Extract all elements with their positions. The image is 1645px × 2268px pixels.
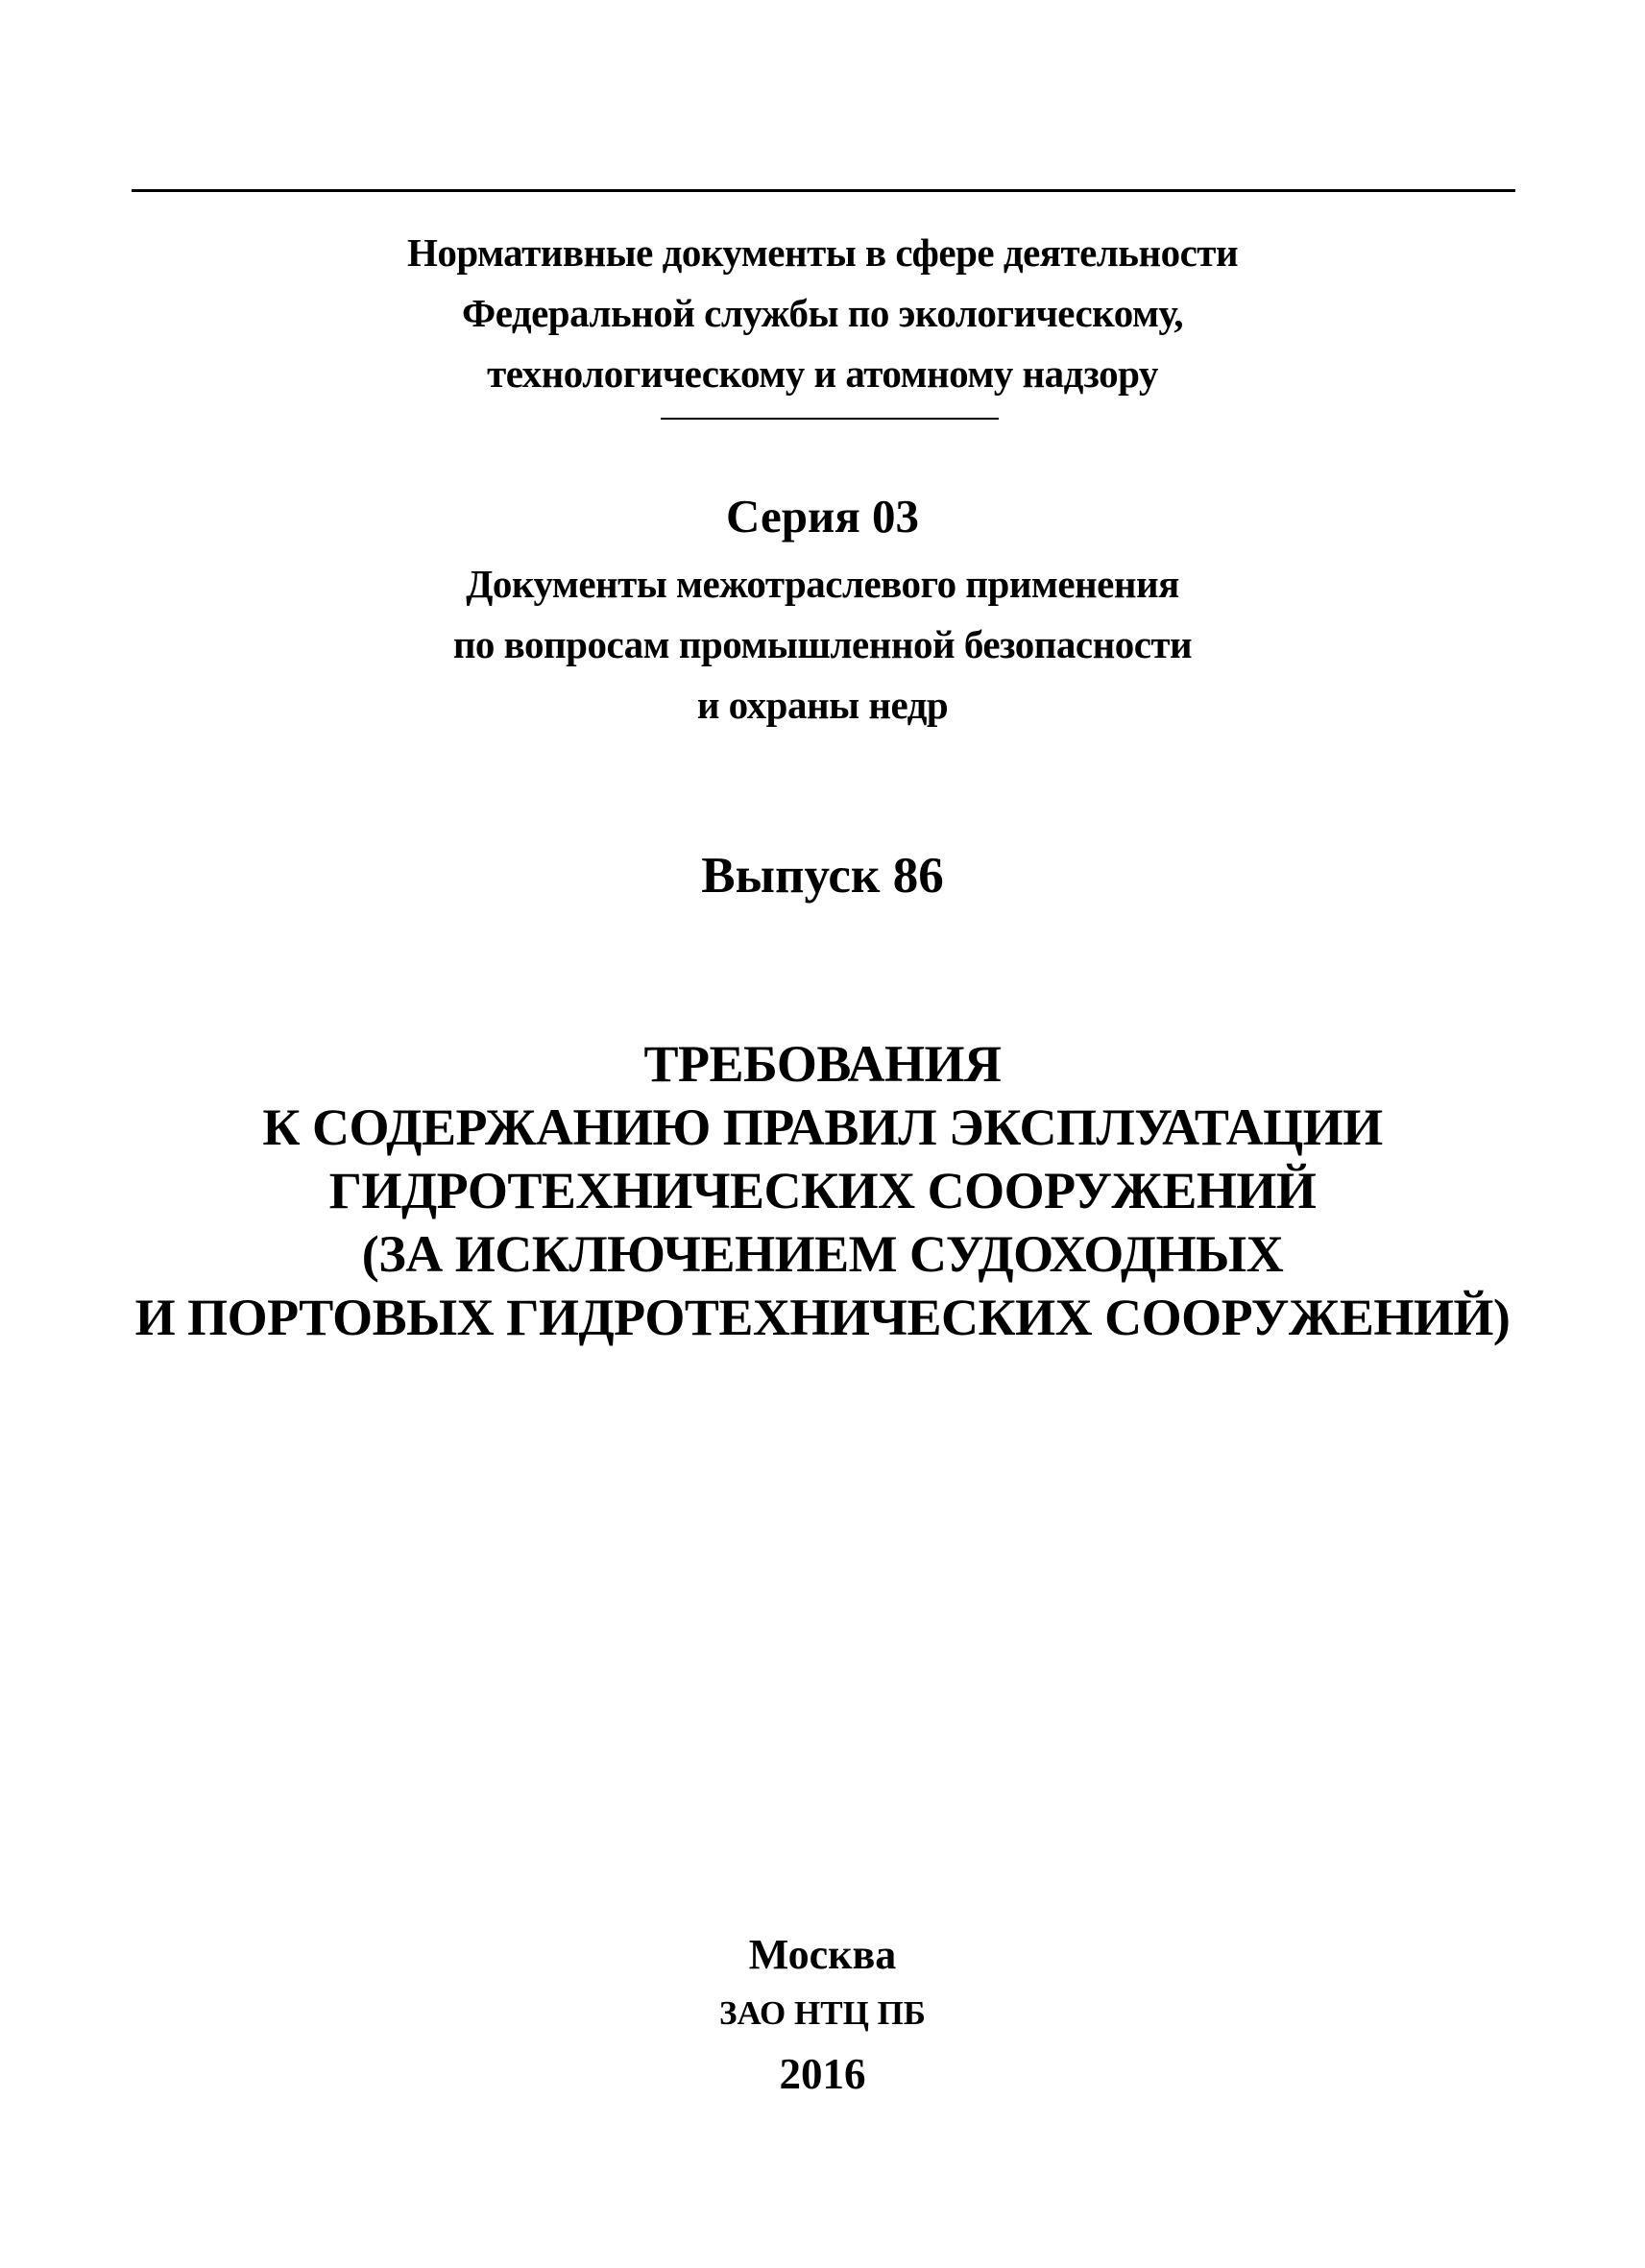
header-line-1: Нормативные документы в сфере деятельности: [406, 230, 1239, 275]
series-title: [0, 483, 1645, 550]
document-title-line-4: (ЗА ИСКЛЮЧЕНИЕМ СУДОХОДНЫХ: [361, 1225, 1284, 1283]
issue-number: [0, 839, 1645, 912]
imprint-publisher: [0, 1988, 1645, 2039]
series-description-line-1: Документы межотраслевого применения: [466, 562, 1179, 606]
document-title-line-5: И ПОРТОВЫХ ГИДРОТЕХНИЧЕСКИХ СООРУЖЕНИЙ): [134, 1289, 1511, 1346]
imprint-city-text: Москва: [748, 1931, 897, 1978]
top-divider: [132, 189, 1515, 192]
imprint-year-text: 2016: [779, 2050, 866, 2098]
header-line-3: технологическому и атомному надзору: [487, 351, 1158, 396]
series-title-text: Серия 03: [726, 490, 919, 543]
header-divider: [661, 418, 999, 420]
header-line-2: Федеральной службы по экологическому,: [461, 291, 1184, 335]
document-title-line-1: ТРЕБОВАНИЯ: [643, 1035, 1002, 1093]
document-title-line-2: К СОДЕРЖАНИЮ ПРАВИЛ ЭКСПЛУАТАЦИИ: [262, 1098, 1383, 1156]
imprint-publisher-text: ЗАО НТЦ ПБ: [719, 1994, 926, 2032]
issue-number-text: Выпуск 86: [701, 848, 944, 904]
series-description: [0, 554, 1645, 736]
imprint-year: [0, 2043, 1645, 2105]
series-description-line-3: и охраны недр: [696, 683, 949, 727]
series-description-line-2: по вопросам промышленной безопасности: [452, 622, 1193, 666]
document-title-line-3: ГИДРОТЕХНИЧЕСКИХ СООРУЖЕНИЙ: [328, 1162, 1317, 1219]
regulatory-header: [0, 223, 1645, 404]
document-title: [0, 1032, 1645, 1349]
imprint-city: [0, 1924, 1645, 1986]
